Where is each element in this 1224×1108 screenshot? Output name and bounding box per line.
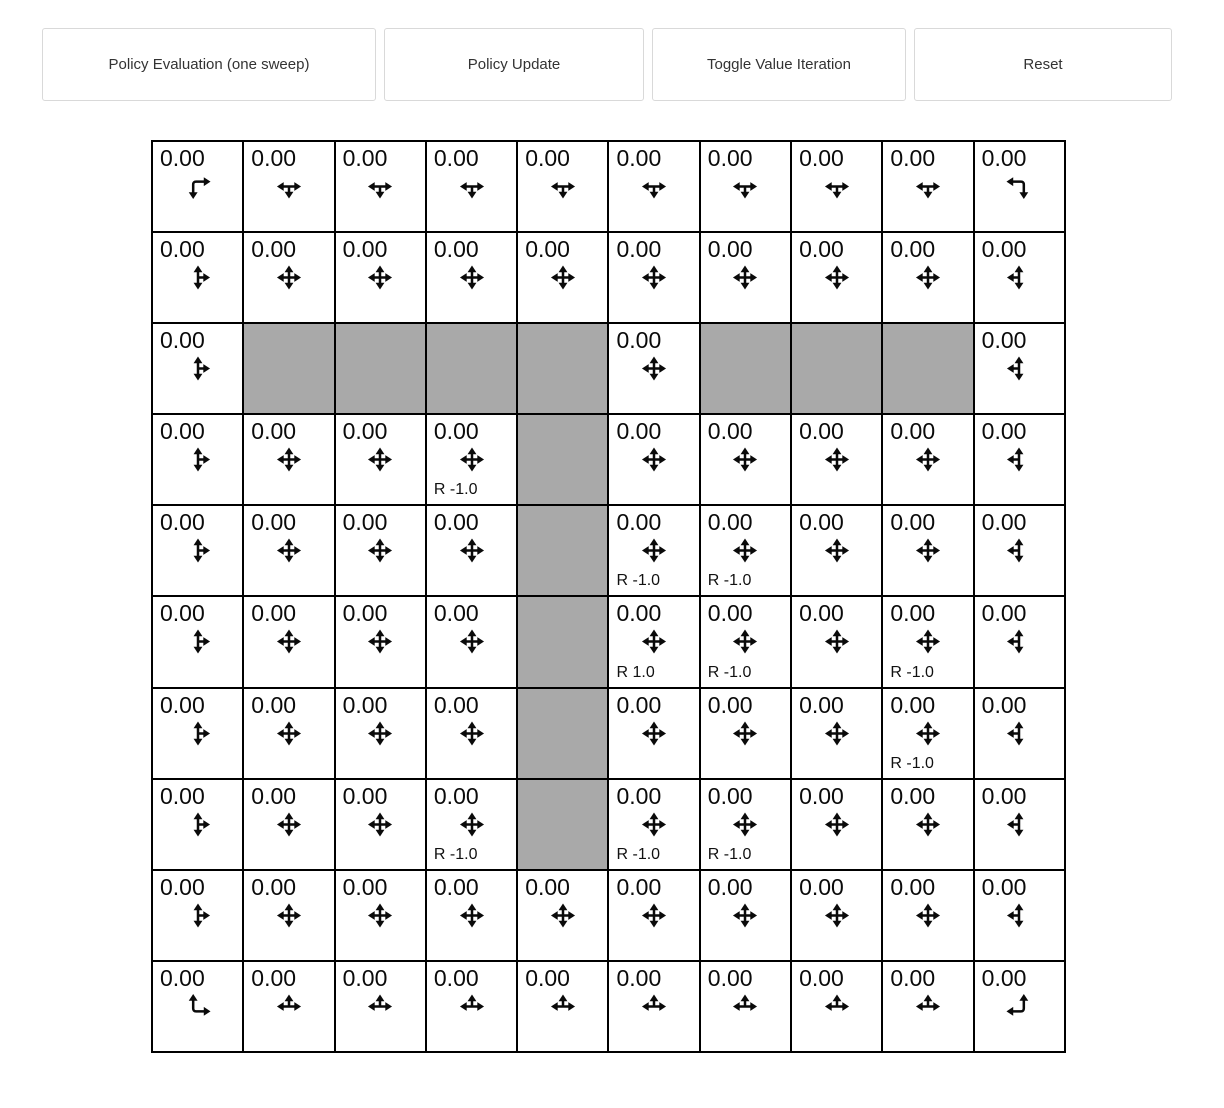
grid-cell	[152, 779, 243, 870]
policy-arrows-icon	[458, 993, 485, 1020]
grid-cell	[426, 596, 517, 687]
state-value: 0.00	[981, 327, 1027, 354]
state-value: 0.00	[707, 145, 753, 171]
grid-cell	[152, 961, 243, 1052]
grid-cell	[700, 596, 791, 687]
grid-cell	[608, 414, 699, 505]
state-value: 0.00	[525, 873, 570, 900]
state-value: 0.00	[707, 418, 753, 445]
policy-arrows-icon	[823, 993, 850, 1020]
state-value: 0.00	[251, 691, 297, 718]
state-value: 0.00	[160, 327, 205, 354]
state-value: 0.00	[799, 782, 844, 809]
state-value: 0.00	[890, 782, 936, 809]
wall-cell	[882, 323, 973, 414]
state-value: 0.00	[342, 236, 388, 263]
policy-arrows-icon	[1006, 993, 1033, 1020]
state-value: 0.00	[890, 509, 936, 536]
grid-cell	[791, 688, 882, 779]
policy-arrows-icon	[367, 720, 394, 747]
state-value: 0.00	[433, 691, 479, 718]
grid-cell	[608, 505, 699, 596]
state-value: 0.00	[160, 418, 205, 445]
state-value: 0.00	[707, 509, 753, 536]
grid-cell	[608, 596, 699, 687]
state-value: 0.00	[433, 236, 479, 263]
wall-cell	[426, 323, 517, 414]
grid-cell	[882, 505, 973, 596]
policy-arrows-icon	[184, 355, 211, 382]
policy-arrows-icon	[367, 446, 394, 473]
state-value: 0.00	[799, 691, 844, 718]
state-value: 0.00	[799, 145, 844, 171]
grid-cell	[152, 688, 243, 779]
policy-arrows-icon	[915, 264, 942, 291]
reward-label: R -1.0	[433, 845, 478, 863]
grid-cell	[791, 596, 882, 687]
policy-arrows-icon	[915, 537, 942, 564]
grid-cell	[426, 232, 517, 323]
grid-cell	[882, 232, 973, 323]
state-value: 0.00	[616, 873, 662, 900]
state-value: 0.00	[981, 145, 1027, 171]
state-value: 0.00	[251, 964, 297, 991]
policy-arrows-icon	[823, 902, 850, 929]
state-value: 0.00	[981, 964, 1027, 991]
policy-arrows-icon	[275, 993, 302, 1020]
state-value: 0.00	[707, 600, 753, 627]
policy-arrows-icon	[275, 537, 302, 564]
state-value: 0.00	[890, 691, 936, 718]
policy-arrows-icon	[732, 446, 759, 473]
grid-cell	[335, 961, 426, 1052]
grid-cell	[335, 870, 426, 961]
grid-cell	[335, 688, 426, 779]
grid-cell	[700, 414, 791, 505]
policy-arrows-icon	[275, 264, 302, 291]
policy-arrows-icon	[549, 173, 576, 200]
state-value: 0.00	[160, 236, 205, 263]
grid-cell	[974, 141, 1065, 232]
grid-cell	[974, 961, 1065, 1052]
grid-cell	[974, 596, 1065, 687]
state-value: 0.00	[525, 236, 570, 263]
state-value: 0.00	[160, 873, 205, 900]
state-value: 0.00	[616, 964, 662, 991]
state-value: 0.00	[342, 964, 388, 991]
wall-cell	[243, 323, 334, 414]
grid-cell	[700, 870, 791, 961]
wall-cell	[517, 688, 608, 779]
grid-cell	[152, 141, 243, 232]
policy-arrows-icon	[184, 811, 211, 838]
grid-cell	[608, 779, 699, 870]
policy-arrows-icon	[367, 811, 394, 838]
policy-arrows-icon	[367, 537, 394, 564]
policy-arrows-icon	[367, 993, 394, 1020]
policy-arrows-icon	[732, 264, 759, 291]
grid-cell	[882, 688, 973, 779]
policy-arrows-icon	[915, 811, 942, 838]
state-value: 0.00	[981, 782, 1027, 809]
state-value: 0.00	[251, 873, 297, 900]
policy-arrows-icon	[184, 993, 211, 1020]
policy-arrows-icon	[458, 537, 485, 564]
state-value: 0.00	[433, 145, 479, 171]
state-value: 0.00	[707, 873, 753, 900]
grid-cell	[791, 505, 882, 596]
policy-arrows-icon	[915, 720, 942, 747]
policy-arrows-icon	[184, 902, 211, 929]
grid-cell	[608, 323, 699, 414]
state-value: 0.00	[251, 418, 297, 445]
policy-arrows-icon	[184, 173, 211, 200]
grid-cell	[974, 688, 1065, 779]
policy-arrows-icon	[367, 264, 394, 291]
wall-cell	[335, 323, 426, 414]
policy-arrows-icon	[823, 720, 850, 747]
policy-arrows-icon	[915, 993, 942, 1020]
policy-arrows-icon	[732, 173, 759, 200]
policy-arrows-icon	[915, 173, 942, 200]
state-value: 0.00	[707, 964, 753, 991]
policy-arrows-icon	[823, 173, 850, 200]
policy-arrows-icon	[732, 720, 759, 747]
grid-cell	[335, 779, 426, 870]
grid-cell	[700, 505, 791, 596]
toolbar	[42, 28, 1172, 101]
state-value: 0.00	[890, 873, 936, 900]
grid-cell	[791, 779, 882, 870]
policy-arrows-icon	[1006, 811, 1033, 838]
state-value: 0.00	[707, 236, 753, 263]
policy-arrows-icon	[1006, 264, 1033, 291]
state-value: 0.00	[433, 782, 479, 809]
policy-arrows-icon	[641, 446, 668, 473]
grid-cell	[426, 141, 517, 232]
grid-cell	[243, 141, 334, 232]
reward-label: R -1.0	[707, 845, 752, 863]
state-value: 0.00	[251, 782, 297, 809]
policy-arrows-icon	[732, 902, 759, 929]
state-value: 0.00	[251, 509, 297, 536]
state-value: 0.00	[981, 509, 1027, 536]
reward-label: R -1.0	[890, 663, 934, 681]
policy-arrows-icon	[641, 264, 668, 291]
state-value: 0.00	[799, 600, 844, 627]
wall-cell	[791, 323, 882, 414]
grid-cell	[882, 870, 973, 961]
state-value: 0.00	[342, 145, 388, 171]
reset-button[interactable]: Reset	[914, 28, 1172, 101]
grid-cell	[517, 870, 608, 961]
reward-label: R -1.0	[616, 572, 661, 590]
grid-cell	[243, 596, 334, 687]
state-value: 0.00	[981, 691, 1027, 718]
state-value: 0.00	[342, 600, 388, 627]
grid-cell	[152, 232, 243, 323]
state-value: 0.00	[525, 145, 570, 171]
policy-arrows-icon	[1006, 628, 1033, 655]
grid-cell	[700, 688, 791, 779]
policy-arrows-icon	[732, 628, 759, 655]
policy-arrows-icon	[641, 537, 668, 564]
policy-arrows-icon	[641, 628, 668, 655]
policy-arrows-icon	[549, 264, 576, 291]
policy-arrows-icon	[641, 993, 668, 1020]
grid-cell	[152, 505, 243, 596]
state-value: 0.00	[160, 964, 205, 991]
grid-cell	[152, 323, 243, 414]
policy-arrows-icon	[458, 446, 485, 473]
state-value: 0.00	[160, 600, 205, 627]
policy-arrows-icon	[275, 446, 302, 473]
policy-update-button[interactable]: Policy Update	[384, 28, 644, 101]
grid-cell	[335, 232, 426, 323]
grid-cell	[791, 870, 882, 961]
state-value: 0.00	[707, 782, 753, 809]
policy-arrows-icon	[458, 173, 485, 200]
state-value: 0.00	[160, 691, 205, 718]
wall-cell	[517, 414, 608, 505]
grid-cell	[426, 688, 517, 779]
grid-cell	[608, 870, 699, 961]
grid-cell	[426, 779, 517, 870]
state-value: 0.00	[981, 418, 1027, 445]
state-value: 0.00	[160, 145, 205, 171]
grid-cell	[791, 232, 882, 323]
policy-arrows-icon	[275, 173, 302, 200]
grid-cell	[152, 414, 243, 505]
reward-label: R -1.0	[707, 663, 752, 681]
state-value: 0.00	[890, 418, 936, 445]
state-value: 0.00	[342, 418, 388, 445]
state-value: 0.00	[251, 600, 297, 627]
wall-cell	[517, 779, 608, 870]
reward-label: R -1.0	[707, 572, 752, 590]
state-value: 0.00	[616, 600, 662, 627]
grid-cell	[426, 961, 517, 1052]
policy-arrows-icon	[823, 537, 850, 564]
grid-cell	[700, 141, 791, 232]
state-value: 0.00	[616, 691, 662, 718]
state-value: 0.00	[981, 873, 1027, 900]
grid-cell	[335, 596, 426, 687]
grid-cell	[882, 414, 973, 505]
grid-cell	[152, 596, 243, 687]
state-value: 0.00	[799, 236, 844, 263]
state-value: 0.00	[251, 236, 297, 263]
state-value: 0.00	[342, 509, 388, 536]
policy-arrows-icon	[1006, 173, 1033, 200]
reward-label: R 1.0	[616, 663, 655, 681]
policy-arrows-icon	[549, 993, 576, 1020]
grid-cell	[335, 141, 426, 232]
state-value: 0.00	[616, 145, 662, 171]
grid-cell	[335, 505, 426, 596]
grid-cell	[791, 141, 882, 232]
policy-arrows-icon	[915, 628, 942, 655]
grid-cell	[608, 961, 699, 1052]
grid-cell	[243, 505, 334, 596]
grid-cell	[700, 961, 791, 1052]
grid-cell	[243, 232, 334, 323]
state-value: 0.00	[890, 600, 936, 627]
state-value: 0.00	[342, 691, 388, 718]
grid-cell	[974, 414, 1065, 505]
reward-label: R -1.0	[616, 845, 661, 863]
policy-arrows-icon	[184, 446, 211, 473]
policy-arrows-icon	[732, 537, 759, 564]
policy-arrows-icon	[915, 902, 942, 929]
state-value: 0.00	[981, 600, 1027, 627]
policy-arrows-icon	[823, 446, 850, 473]
state-value: 0.00	[616, 327, 662, 354]
state-value: 0.00	[890, 964, 936, 991]
policy-arrows-icon	[458, 811, 485, 838]
policy-arrows-icon	[275, 902, 302, 929]
policy-evaluation-button[interactable]: Policy Evaluation (one sweep)	[42, 28, 376, 101]
state-value: 0.00	[799, 964, 844, 991]
state-value: 0.00	[342, 782, 388, 809]
state-value: 0.00	[616, 782, 662, 809]
policy-arrows-icon	[1006, 902, 1033, 929]
policy-arrows-icon	[641, 811, 668, 838]
wall-cell	[517, 505, 608, 596]
toggle-value-iteration-button[interactable]: Toggle Value Iteration	[652, 28, 906, 101]
policy-arrows-icon	[367, 628, 394, 655]
state-value: 0.00	[799, 418, 844, 445]
grid-cell	[974, 232, 1065, 323]
grid-cell	[517, 232, 608, 323]
grid-cell	[243, 870, 334, 961]
state-value: 0.00	[616, 418, 662, 445]
policy-arrows-icon	[732, 993, 759, 1020]
state-value: 0.00	[433, 418, 479, 445]
grid-cell	[243, 688, 334, 779]
grid-cell	[974, 505, 1065, 596]
grid-cell	[882, 779, 973, 870]
policy-arrows-icon	[184, 537, 211, 564]
grid-cell	[791, 414, 882, 505]
policy-arrows-icon	[1006, 446, 1033, 473]
policy-arrows-icon	[458, 628, 485, 655]
grid-cell	[426, 414, 517, 505]
policy-arrows-icon	[549, 902, 576, 929]
state-value: 0.00	[433, 964, 479, 991]
grid-cell	[974, 779, 1065, 870]
state-value: 0.00	[525, 964, 570, 991]
grid-cell	[608, 232, 699, 323]
grid-cell	[882, 596, 973, 687]
policy-arrows-icon	[1006, 537, 1033, 564]
grid-cell	[608, 688, 699, 779]
state-value: 0.00	[433, 509, 479, 536]
policy-arrows-icon	[275, 811, 302, 838]
state-value: 0.00	[799, 873, 844, 900]
state-value: 0.00	[433, 600, 479, 627]
grid-cell	[700, 232, 791, 323]
state-value: 0.00	[342, 873, 388, 900]
state-value: 0.00	[799, 509, 844, 536]
policy-arrows-icon	[641, 173, 668, 200]
policy-arrows-icon	[641, 902, 668, 929]
policy-arrows-icon	[915, 446, 942, 473]
policy-arrows-icon	[823, 628, 850, 655]
grid-cell	[426, 505, 517, 596]
reward-label: R -1.0	[433, 481, 478, 499]
policy-arrows-icon	[184, 628, 211, 655]
grid-cell	[882, 141, 973, 232]
grid-cell	[243, 961, 334, 1052]
state-value: 0.00	[160, 782, 205, 809]
policy-arrows-icon	[367, 902, 394, 929]
grid-cell	[426, 870, 517, 961]
policy-arrows-icon	[641, 720, 668, 747]
state-value: 0.00	[890, 145, 936, 171]
state-value: 0.00	[433, 873, 479, 900]
policy-arrows-icon	[458, 902, 485, 929]
grid-cell	[243, 779, 334, 870]
grid-cell	[700, 779, 791, 870]
grid-cell	[517, 961, 608, 1052]
grid-cell	[517, 141, 608, 232]
policy-arrows-icon	[275, 628, 302, 655]
state-value: 0.00	[616, 509, 662, 536]
state-value: 0.00	[616, 236, 662, 263]
state-value: 0.00	[890, 236, 936, 263]
policy-arrows-icon	[641, 355, 668, 382]
grid-cell	[152, 870, 243, 961]
policy-arrows-icon	[184, 720, 211, 747]
grid-cell	[974, 323, 1065, 414]
state-value: 0.00	[251, 145, 297, 171]
grid-cell	[882, 961, 973, 1052]
state-value: 0.00	[160, 509, 205, 536]
grid-cell	[608, 141, 699, 232]
grid-cell	[791, 961, 882, 1052]
policy-arrows-icon	[184, 264, 211, 291]
policy-arrows-icon	[458, 720, 485, 747]
policy-arrows-icon	[823, 264, 850, 291]
policy-arrows-icon	[732, 811, 759, 838]
wall-cell	[517, 323, 608, 414]
policy-arrows-icon	[823, 811, 850, 838]
policy-arrows-icon	[367, 173, 394, 200]
policy-arrows-icon	[275, 720, 302, 747]
reward-label: R -1.0	[890, 754, 934, 772]
state-value: 0.00	[707, 691, 753, 718]
policy-arrows-icon	[458, 264, 485, 291]
wall-cell	[517, 596, 608, 687]
grid-cell	[974, 870, 1065, 961]
state-value: 0.00	[981, 236, 1027, 263]
policy-arrows-icon	[1006, 355, 1033, 382]
grid-cell	[335, 414, 426, 505]
gridworld-grid	[151, 140, 1066, 1053]
policy-arrows-icon	[1006, 720, 1033, 747]
grid-cell	[243, 414, 334, 505]
wall-cell	[700, 323, 791, 414]
